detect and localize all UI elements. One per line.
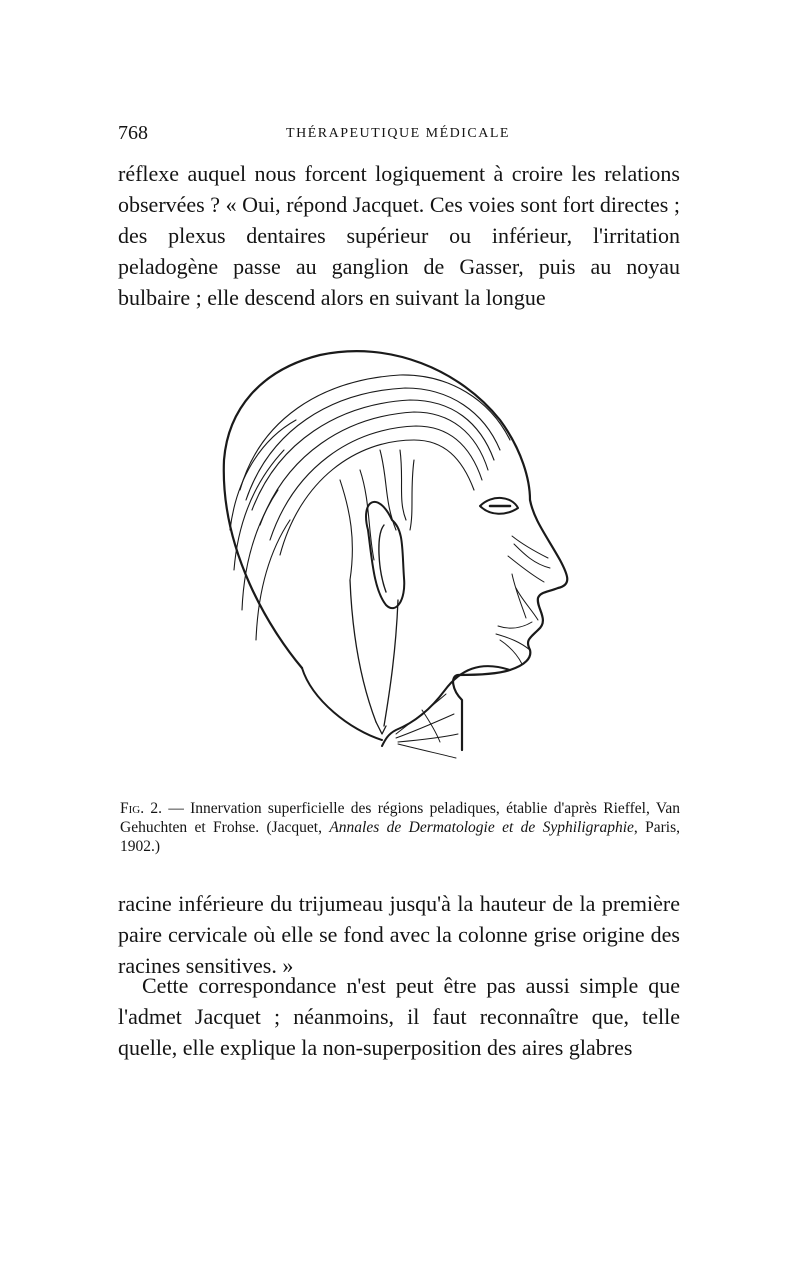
figure-caption-tail: , Paris, 1902.) (120, 819, 680, 855)
figure-caption (120, 799, 680, 856)
scalp-nerve-branches (230, 375, 510, 640)
body-paragraph-2: racine inférieure du trijumeau jusqu'à la hauteur de la première paire cervicale où elle se fond avec la colonne grise origine des racines sensitives. » (118, 891, 680, 978)
body-paragraph-1: réflexe auquel nous forcent logiquement à croire les relations observées ? « Oui, répond Jacquet. Ces voies sont fort directes ; des plexus dentaires supérieur ou inférieur, l'irritation peladogène passe au ganglion de Gasser, puis au noyau bulbaire ; elle descend alors en suivant la longue (118, 161, 680, 310)
head-outline (224, 351, 567, 750)
figure-caption-text: — Innervation superficielle des régions peladiques, établie d'après Rieffel, Van Gehuchten et Frohse. (Jacquet, (120, 800, 680, 836)
facial-nerve-plexus (496, 536, 550, 664)
figure-caption-journal: Annales de Dermatologie et de Syphiligraphie (329, 819, 634, 836)
figure-caption-label: Fig. 2. (120, 800, 163, 817)
jaw-neck-line (382, 666, 510, 746)
neck-nerve-trunk (350, 580, 398, 734)
page-number: 768 (118, 122, 148, 144)
ear-outline (366, 502, 404, 608)
head-profile-nerve-illustration (200, 330, 620, 790)
running-title: THÉRAPEUTIQUE MÉDICALE (286, 126, 510, 141)
page-header (118, 122, 678, 146)
ear-inner (379, 525, 386, 592)
figure (200, 330, 620, 790)
body-paragraph-3: Cette correspondance n'est peut être pas aussi simple que l'admet Jacquet ; néanmoins, il faut reconnaître que, telle quelle, elle explique la non-superposition des aires glabres (118, 973, 680, 1060)
